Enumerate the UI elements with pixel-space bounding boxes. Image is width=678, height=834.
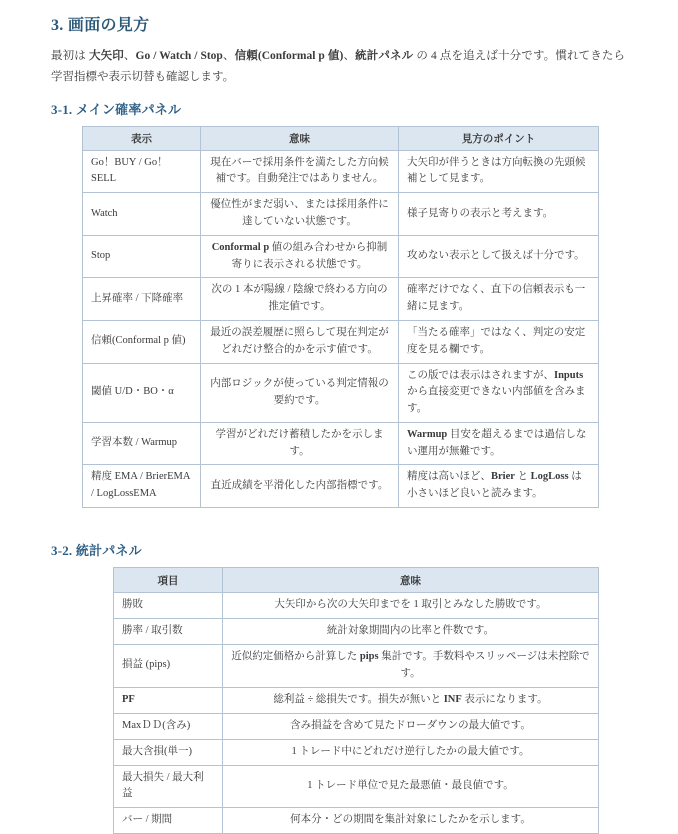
cell-label xyxy=(83,465,201,508)
text-run: 現在バーで採用条件を満たした方向候補です。自動発注ではありません。 xyxy=(210,156,389,185)
cell-label xyxy=(114,619,223,645)
text-run: 確率だけでなく、直下の信頼表示も一緒に見ます。 xyxy=(407,284,586,313)
table-row xyxy=(83,193,599,236)
text-run: Watch xyxy=(91,207,118,219)
text-run: MaxＤＤ(含み) xyxy=(122,719,191,731)
text-run: 学習本数 / Warmup xyxy=(91,437,178,449)
column-header: 意味 xyxy=(223,568,599,593)
text-run: 直近成績を平滑化した内部指標です。 xyxy=(210,479,389,491)
column-header: 項目 xyxy=(114,568,223,593)
text-run: この版では表示はされますが、 xyxy=(407,369,554,381)
text-run: 精度は高いほど、 xyxy=(407,471,491,483)
main-probability-table xyxy=(82,126,599,509)
text-run: の 4 点を追えば十分です。慣れてきたら学習指標や表示切替も確認します。 xyxy=(51,50,626,84)
text-run: 様子見寄りの表示と考えます。 xyxy=(407,207,554,219)
table-row xyxy=(114,593,599,619)
cell-label xyxy=(114,645,223,688)
cell-meaning xyxy=(223,619,599,645)
text-run: 上昇確率 / 下降確率 xyxy=(91,292,184,304)
table-header-row xyxy=(83,126,599,150)
text-run: 表示になります。 xyxy=(461,693,548,705)
text-run: 目安を超えるまでは過信しない運用が無難です。 xyxy=(407,428,587,457)
cell-label xyxy=(83,320,201,363)
table-row xyxy=(114,765,599,808)
text-run: 統計対象期間内の比率と件数です。 xyxy=(326,625,495,637)
cell-point xyxy=(399,465,599,508)
cell-meaning xyxy=(201,278,399,321)
cell-meaning xyxy=(223,645,599,688)
cell-meaning xyxy=(223,765,599,808)
table-row xyxy=(83,150,599,193)
text-run: 最近の誤差履歴に照らして現在判定がどれだけ整合的かを示す値です。 xyxy=(210,326,389,355)
text-run: 勝敗 xyxy=(122,599,143,611)
cell-meaning xyxy=(201,320,399,363)
text-run: 1 トレード単位で見た最悪値・最良値です。 xyxy=(307,780,514,792)
table-row xyxy=(114,687,599,713)
table-row xyxy=(83,363,599,422)
text-run: 最大含損(単一) xyxy=(122,745,192,757)
table-row xyxy=(83,465,599,508)
cell-meaning xyxy=(223,713,599,739)
cell-label xyxy=(114,808,223,834)
cell-label xyxy=(114,713,223,739)
cell-label xyxy=(83,235,201,278)
table-header-row xyxy=(114,568,599,593)
text-run: Go！BUY / Go！SELL xyxy=(91,156,168,185)
text-run: 何本分・どの期間を集計対象にしたかを示します。 xyxy=(290,814,531,826)
emphasis-text: LogLoss xyxy=(530,471,569,483)
cell-meaning xyxy=(223,687,599,713)
column-header: 見方のポイント xyxy=(399,126,599,150)
cell-meaning xyxy=(201,235,399,278)
text-run: 近似約定価格から計算した xyxy=(231,651,360,663)
text-run: 大矢印が伴うときは方向転換の先頭候補として見ます。 xyxy=(407,156,586,185)
cell-meaning xyxy=(201,363,399,422)
cell-meaning xyxy=(201,150,399,193)
section-1-heading: 3-1. メイン確率パネル xyxy=(51,101,182,117)
cell-label xyxy=(83,278,201,321)
text-run: 次の 1 本が陽線 / 陰線で終わる方向の推定値です。 xyxy=(211,284,388,313)
emphasis-text: Conformal p xyxy=(211,241,270,253)
cell-label xyxy=(114,739,223,765)
cell-meaning xyxy=(201,465,399,508)
emphasis-text: Warmup xyxy=(407,428,448,440)
intro-paragraph xyxy=(51,46,625,89)
table-row xyxy=(114,713,599,739)
text-run: は小さいほど良いと読みます。 xyxy=(407,471,582,500)
text-run: と xyxy=(514,471,531,483)
table-row xyxy=(83,422,599,465)
cell-meaning xyxy=(223,739,599,765)
text-run: 1 トレード中にどれだけ逆行したかの最大値です。 xyxy=(291,745,530,757)
stats-table xyxy=(113,567,599,834)
cell-label xyxy=(83,150,201,193)
emphasis-text: pips xyxy=(359,651,379,663)
text-run: 精度 EMA / BrierEMA / LogLossEMA xyxy=(91,471,190,500)
section-2-heading: 3-2. 統計パネル xyxy=(51,543,142,559)
emphasis-text: INF xyxy=(443,693,462,705)
text-run: 値の組み合わせから抑制寄りに表示される状態です。 xyxy=(231,241,388,270)
cell-label xyxy=(114,593,223,619)
section-stats-panel xyxy=(51,540,625,834)
text-run: 勝率 / 取引数 xyxy=(122,625,183,637)
text-run: 損益 (pips) xyxy=(122,659,171,671)
table-row xyxy=(114,645,599,688)
text-run: 総利益 ÷ 総損失です。損失が無いと xyxy=(273,693,444,705)
emphasis-text: 統計パネル xyxy=(355,50,414,62)
cell-label xyxy=(83,363,201,422)
text-run: から直接変更できない内部値を含みます。 xyxy=(407,386,586,415)
table-row xyxy=(83,320,599,363)
table-row xyxy=(114,739,599,765)
text-run: 大矢印から次の大矢印までを 1 取引とみなした勝敗です。 xyxy=(274,599,547,611)
cell-label xyxy=(83,193,201,236)
text-run: 、 xyxy=(222,50,235,62)
text-run: 、 xyxy=(343,50,356,62)
cell-meaning xyxy=(201,193,399,236)
emphasis-text: 大矢印 xyxy=(88,50,124,62)
text-run: 最大損失 / 最大利益 xyxy=(122,771,204,800)
text-run: バー / 期間 xyxy=(122,814,173,826)
cell-label xyxy=(114,687,223,713)
text-run: 含み損益を含めて見たドローダウンの最大値です。 xyxy=(290,719,531,731)
text-run: Stop xyxy=(91,250,111,262)
column-header: 表示 xyxy=(83,126,201,150)
cell-point xyxy=(399,363,599,422)
cell-point xyxy=(399,422,599,465)
section-main-probability-panel xyxy=(51,99,625,509)
emphasis-text: PF xyxy=(122,693,135,705)
table-row xyxy=(114,619,599,645)
table-row xyxy=(83,235,599,278)
text-run: 集計です。手数料やスリッページは未控除です。 xyxy=(378,651,590,679)
table-row xyxy=(114,808,599,834)
cell-point xyxy=(399,235,599,278)
text-run: 閾値 U/D・BO・α xyxy=(91,386,174,398)
cell-point xyxy=(399,193,599,236)
cell-meaning xyxy=(223,593,599,619)
text-run: 、 xyxy=(123,50,136,62)
text-run: 「当たる確率」ではなく、判定の安定度を見る欄です。 xyxy=(407,326,586,355)
text-run: 信頼(Conformal p 値) xyxy=(91,335,186,347)
text-run: 最初は xyxy=(51,50,89,62)
text-run: 攻めない表示として扱えば十分です。 xyxy=(407,250,585,262)
cell-label xyxy=(114,765,223,808)
text-run: 学習がどれだけ蓄積したかを示します。 xyxy=(215,428,384,457)
text-run: 内部ロジックが使っている判定情報の要約です。 xyxy=(210,377,389,406)
cell-point xyxy=(399,320,599,363)
cell-meaning xyxy=(201,422,399,465)
emphasis-text: 信頼(Conformal p 値) xyxy=(234,50,344,62)
cell-point xyxy=(399,278,599,321)
table-row xyxy=(83,278,599,321)
cell-label xyxy=(83,422,201,465)
cell-point xyxy=(399,150,599,193)
page-title: 3. 画面の見方 xyxy=(51,17,150,34)
cell-meaning xyxy=(223,808,599,834)
text-run: 優位性がまだ弱い、または採用条件に達していない状態です。 xyxy=(210,199,389,227)
column-header: 意味 xyxy=(201,126,399,150)
emphasis-text: Inputs xyxy=(554,369,584,381)
emphasis-text: Brier xyxy=(491,471,515,483)
emphasis-text: Go / Watch / Stop xyxy=(135,50,223,62)
